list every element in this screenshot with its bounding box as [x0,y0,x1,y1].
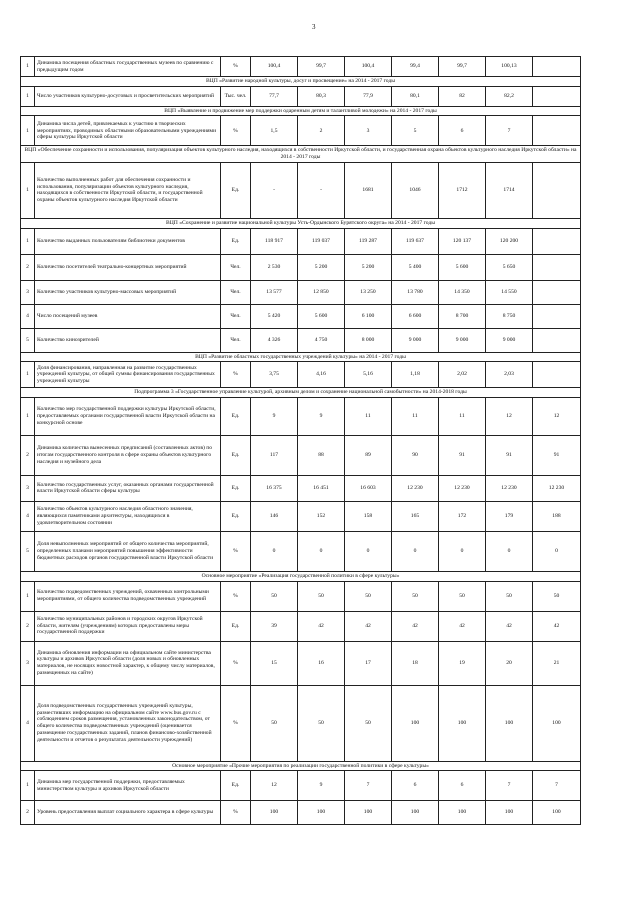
value-cell: 5 650 [486,254,533,280]
value-cell: 0 [251,531,298,571]
value-cell: 91 [533,435,581,475]
table-row [21,57,581,77]
section-title: ВЦП «Развитие народной культуры, досуг и просвещение» на 2014 - 2017 годы [21,77,581,87]
value-cell: 152 [298,501,345,531]
value-cell: 0 [345,531,392,571]
value-cell: - [251,162,298,218]
table-row [21,771,581,801]
indicators-table [20,56,581,825]
value-cell: 16 [298,641,345,685]
value-cell: 188 [533,501,581,531]
unit-cell: Чел. [221,328,251,352]
value-cell: 50 [439,581,486,611]
value-cell: 91 [439,435,486,475]
table-row [21,362,581,388]
section-header-row [21,146,581,162]
row-number: 2 [21,611,35,641]
value-cell: 13 780 [392,280,439,304]
value-cell: 12 [533,397,581,435]
row-number: 5 [21,328,35,352]
value-cell: 12 230 [533,475,581,501]
value-cell: 12 [251,771,298,801]
unit-cell: % [221,362,251,388]
indicator-name: Количество выданных пользователям библиотеки документов [35,228,221,254]
row-number: 1 [21,581,35,611]
section-header-row [21,352,581,362]
table-row [21,254,581,280]
value-cell: 100 [486,685,533,761]
value-cell: 50 [486,581,533,611]
indicator-name: Доля невыполненных мероприятий от общего количества мероприятий, определенных планами мероприятий повышения эффективности бюджетных расходов органов государственной власти Иркутской области [35,531,221,571]
value-cell: 5 420 [251,304,298,328]
value-cell: 9 000 [486,328,533,352]
value-cell: 118 917 [251,228,298,254]
value-cell: 100 [345,801,392,825]
section-header-row [21,761,581,771]
unit-cell: % [221,116,251,146]
unit-cell: Ед. [221,771,251,801]
value-cell: 2 530 [251,254,298,280]
value-cell: 90 [392,435,439,475]
unit-cell: % [221,531,251,571]
row-number: 3 [21,475,35,501]
value-cell: 50 [533,581,581,611]
table-row [21,435,581,475]
value-cell: 5 200 [345,254,392,280]
value-cell: 50 [298,581,345,611]
value-cell [533,86,581,106]
value-cell: 17 [345,641,392,685]
value-cell: 5 600 [439,254,486,280]
value-cell: 99,7 [298,57,345,77]
value-cell: 4,16 [298,362,345,388]
indicator-name: Число участников культурно-досуговых и просветительских мероприятий [35,86,221,106]
value-cell: 89 [345,435,392,475]
row-number: 1 [21,162,35,218]
row-number: 4 [21,304,35,328]
value-cell: 1714 [486,162,533,218]
value-cell: 2,02 [439,362,486,388]
row-number: 1 [21,771,35,801]
section-title: ВЦП «Выявление и продвижение мер поддержки одаренным детям и талантливой молодежи» на 2014 - 2017 годы [21,106,581,116]
value-cell: 11 [392,397,439,435]
table-row [21,611,581,641]
value-cell: 100,4 [345,57,392,77]
value-cell: 42 [439,611,486,641]
indicator-name: Динамика посещения областных государственных музеев по сравнению с предыдущим годом [35,57,221,77]
row-number: 2 [21,254,35,280]
table-row [21,397,581,435]
value-cell: 16 603 [345,475,392,501]
row-number: 5 [21,531,35,571]
value-cell: 15 [251,641,298,685]
row-number: 1 [21,86,35,106]
value-cell: 82,2 [486,86,533,106]
value-cell: 7 [345,771,392,801]
value-cell: 99,4 [392,57,439,77]
value-cell [533,254,581,280]
value-cell: 1681 [345,162,392,218]
indicator-name: Динамика числа детей, привлекаемых к участию в творческих мероприятиях, проводимых областными образовательными учреждениями сферы культуры Иркутской области [35,116,221,146]
value-cell: 2 [298,116,345,146]
value-cell: 13 577 [251,280,298,304]
value-cell: 50 [251,685,298,761]
value-cell: 165 [392,501,439,531]
section-title: Основное мероприятие «Реализация государственной политики в сфере культуры» [21,571,581,581]
row-number: 2 [21,435,35,475]
value-cell: 11 [345,397,392,435]
value-cell: 5 400 [392,254,439,280]
value-cell: 100 [533,685,581,761]
indicator-name: Доля подведомственных государственных учреждений культуры, разместивших информацию на официальном сайте www.bus.gov.ru с соблюдением сроков размещения, установленных законодательством, от общего количества подведомственных учреждений (оценивается размещение государственных заданий, планов финансово-хозяйственной деятельности и отчетов о результатах деятельности учреждений) [35,685,221,761]
value-cell: 120 200 [486,228,533,254]
value-cell: 5 600 [298,304,345,328]
value-cell: 19 [439,641,486,685]
value-cell: 77,9 [345,86,392,106]
value-cell: 9 000 [392,328,439,352]
value-cell: 7 [486,771,533,801]
value-cell: 172 [439,501,486,531]
unit-cell: Ед. [221,397,251,435]
indicator-name: Динамика обновления информации на официальном сайте министерства культуры и архивов Иркутской области (доля новых и обновленных материалов, не носящих новостной характер, к общему числу материалов, размещенных на сайте) [35,641,221,685]
unit-cell: Тыс. чел. [221,86,251,106]
value-cell: 119 637 [392,228,439,254]
value-cell: 16 375 [251,475,298,501]
value-cell: 42 [486,611,533,641]
value-cell: 18 [392,641,439,685]
indicator-name: Количество мер государственной поддержки культуры Иркутской области, предоставляемых органами государственной власти Иркутской области на конкурсной основе [35,397,221,435]
table-row [21,641,581,685]
value-cell: - [298,162,345,218]
value-cell: 100 [392,801,439,825]
row-number: 3 [21,280,35,304]
value-cell: 13 250 [345,280,392,304]
value-cell: 50 [298,685,345,761]
unit-cell: Чел. [221,304,251,328]
value-cell: 20 [486,641,533,685]
table-row [21,228,581,254]
unit-cell: % [221,641,251,685]
value-cell: 100 [251,801,298,825]
table-row [21,328,581,352]
value-cell: 4 750 [298,328,345,352]
value-cell: 39 [251,611,298,641]
value-cell: 179 [486,501,533,531]
section-header-row [21,218,581,228]
row-number: 4 [21,501,35,531]
value-cell: 82 [439,86,486,106]
value-cell: 0 [439,531,486,571]
unit-cell: % [221,57,251,77]
value-cell [533,162,581,218]
value-cell: 12 230 [439,475,486,501]
value-cell [533,304,581,328]
unit-cell: Ед. [221,162,251,218]
row-number: 1 [21,362,35,388]
value-cell: 9 [298,397,345,435]
page-number: 3 [312,23,316,31]
unit-cell: Ед. [221,228,251,254]
value-cell: 42 [298,611,345,641]
value-cell: 100,13 [486,57,533,77]
value-cell: 3 [345,116,392,146]
row-number: 4 [21,685,35,761]
value-cell: 8 700 [439,304,486,328]
value-cell: 100,4 [251,57,298,77]
value-cell: 80,1 [392,86,439,106]
value-cell: 7 [533,771,581,801]
value-cell: 77,7 [251,86,298,106]
section-header-row [21,77,581,87]
table-row [21,801,581,825]
value-cell: 5 [392,116,439,146]
value-cell: 12 230 [392,475,439,501]
table-row [21,581,581,611]
section-title: ВЦП «Развитие областных государственных учреждений культуры» на 2014 - 2017 годы [21,352,581,362]
table-row [21,162,581,218]
value-cell: 91 [486,435,533,475]
value-cell: 6 600 [392,304,439,328]
value-cell: 6 100 [345,304,392,328]
value-cell: 100 [533,801,581,825]
indicator-name: Количество посетителей театрально-концертных мероприятий [35,254,221,280]
table-row [21,685,581,761]
indicator-name: Количество выполненных работ для обеспечения сохранности и использования, популяризации объектов культурного наследия, находящихся в собственности Иркутской области, и государственной охраны объектов культурного наследия Иркутской области [35,162,221,218]
value-cell: 8 750 [486,304,533,328]
table-row [21,86,581,106]
unit-cell: Чел. [221,280,251,304]
value-cell [533,280,581,304]
section-title: Подпрограмма 3 «Государственное управление культурой, архивным делом и сохранение национальной самобытности» на 2014-2018 годы [21,388,581,398]
value-cell: 12 [486,397,533,435]
value-cell: 12 850 [298,280,345,304]
indicator-name: Доля финансирования, направленная на развитие государственных учреждений культуры, от общей суммы финансирования государственных учреждений культуры [35,362,221,388]
row-number: 1 [21,397,35,435]
value-cell: 100 [486,801,533,825]
table-row [21,116,581,146]
section-header-row [21,388,581,398]
unit-cell: % [221,581,251,611]
value-cell: 9 [251,397,298,435]
unit-cell: % [221,801,251,825]
indicator-name: Уровень предоставления выплат социального характера в сфере культуры [35,801,221,825]
unit-cell: % [221,685,251,761]
value-cell: 9 [298,771,345,801]
value-cell: 12 230 [486,475,533,501]
indicator-name: Количество подведомственных учреждений, охваченных контрольными мероприятиями, от общего количества подведомственных учреждений [35,581,221,611]
value-cell: 5 200 [298,254,345,280]
value-cell [533,228,581,254]
value-cell: 14 550 [486,280,533,304]
value-cell: 50 [345,581,392,611]
value-cell: 0 [392,531,439,571]
row-number: 2 [21,801,35,825]
section-title: Основное мероприятие «Прочие мероприятия по реализации государственной политики в сфере культуры» [21,761,581,771]
value-cell: 0 [298,531,345,571]
value-cell: 99,7 [439,57,486,77]
value-cell: 100 [392,685,439,761]
value-cell: 4 326 [251,328,298,352]
table-row [21,280,581,304]
value-cell: 1712 [439,162,486,218]
unit-cell: Ед. [221,611,251,641]
section-header-row [21,106,581,116]
indicator-name: Количество кинозрителей [35,328,221,352]
value-cell: 6 [439,771,486,801]
value-cell: 8 000 [345,328,392,352]
value-cell: 117 [251,435,298,475]
value-cell: 42 [345,611,392,641]
row-number: 3 [21,641,35,685]
table-row [21,501,581,531]
value-cell: 21 [533,641,581,685]
table-row [21,531,581,571]
unit-cell: Ед. [221,435,251,475]
value-cell: 100 [439,685,486,761]
indicator-name: Количество муниципальных районов и городских округов Иркутской области, жителям (учреждениям) которых предоставлены меры государственной поддержки [35,611,221,641]
value-cell: 120 137 [439,228,486,254]
value-cell: 42 [392,611,439,641]
value-cell: 9 000 [439,328,486,352]
value-cell: 1,5 [251,116,298,146]
indicator-name: Динамика мер государственной поддержки, предоставляемых министерством культуры и архивов Иркутской области [35,771,221,801]
value-cell: 16 451 [298,475,345,501]
unit-cell: Чел. [221,254,251,280]
unit-cell: Ед. [221,501,251,531]
value-cell: 119 287 [345,228,392,254]
indicator-name: Динамика количества вынесенных предписаний (составленных актов) по итогам государственного контроля в сфере охраны объектов культурного наследия и музейного дела [35,435,221,475]
value-cell: 6 [392,771,439,801]
value-cell: 119 037 [298,228,345,254]
table-row [21,475,581,501]
value-cell: 146 [251,501,298,531]
value-cell: 1046 [392,162,439,218]
value-cell: 2,03 [486,362,533,388]
row-number: 1 [21,57,35,77]
value-cell: 88 [298,435,345,475]
value-cell: 5,16 [345,362,392,388]
value-cell: 14 350 [439,280,486,304]
value-cell: 0 [533,531,581,571]
unit-cell: Ед. [221,475,251,501]
value-cell: 3,75 [251,362,298,388]
value-cell: 50 [345,685,392,761]
indicator-name: Число посещений музеев [35,304,221,328]
value-cell: 0 [486,531,533,571]
indicator-name: Количество участников культурно-массовых мероприятий [35,280,221,304]
value-cell: 7 [486,116,533,146]
value-cell: 158 [345,501,392,531]
section-title: ВЦП «Сохранение и развитие национальной культуры Усть-Ордынского Бурятского округа» на 2014 - 2017 годы [21,218,581,228]
value-cell [533,362,581,388]
indicator-name: Количество государственных услуг, оказанных органами государственной власти Иркутской области сферы культуры [35,475,221,501]
value-cell: 100 [439,801,486,825]
value-cell: 42 [533,611,581,641]
value-cell [533,116,581,146]
value-cell: 1,18 [392,362,439,388]
indicator-name: Количество объектов культурного наследия областного значения, являющихся памятниками архитектуры, находящихся в удовлетворительном состоянии [35,501,221,531]
value-cell: 6 [439,116,486,146]
section-title: ВЦП «Обеспечение сохранности и использования, популяризация объектов культурного наследия, находящихся в собственности Иркутской области, и государственная охрана объектов культурного наследия Иркутской области» на 2014 - 2017 годы [21,146,581,162]
value-cell: 80,3 [298,86,345,106]
value-cell [533,328,581,352]
value-cell: 50 [251,581,298,611]
value-cell: 11 [439,397,486,435]
value-cell [533,57,581,77]
value-cell: 50 [392,581,439,611]
row-number: 1 [21,116,35,146]
row-number: 1 [21,228,35,254]
table-row [21,304,581,328]
value-cell: 100 [298,801,345,825]
section-header-row [21,571,581,581]
